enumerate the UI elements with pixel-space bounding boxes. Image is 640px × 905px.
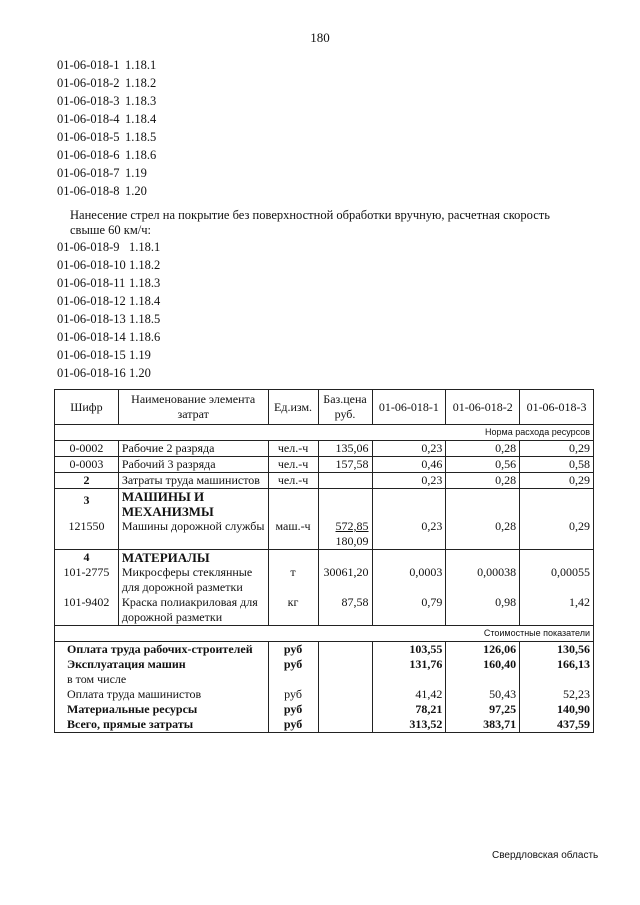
totals-row [55, 642, 594, 658]
code: 01-06-018-8 [57, 184, 120, 198]
code: 01-06-018-4 [57, 112, 120, 126]
cell-value-3 [520, 489, 594, 520]
code: 01-06-018-13 [57, 312, 126, 326]
total-value-3: 437,59 [520, 717, 594, 733]
total-value-1: 313,52 [372, 717, 446, 733]
code-ref: 1.18.3 [125, 94, 157, 108]
total-value-2: 126,06 [446, 642, 520, 658]
code-ref: 1.18.4 [125, 112, 157, 126]
cell-value-1 [372, 550, 446, 566]
cell-code: 3 [55, 489, 119, 520]
total-value-2: 97,25 [446, 702, 520, 717]
total-value-3: 166,13 [520, 657, 594, 672]
cell-code: 121550 [55, 519, 119, 550]
code-line [57, 292, 160, 310]
total-name: в том числе [55, 672, 269, 687]
cell-name: МАШИНЫ И МЕХАНИЗМЫ [118, 489, 268, 520]
cell-name: Машины дорожной службы [118, 519, 268, 550]
total-unit [268, 672, 318, 687]
cell-value-1 [372, 489, 446, 520]
code: 01-06-018-9 [57, 240, 120, 254]
code-ref: 1.18.2 [125, 76, 157, 90]
cell-value-3 [520, 550, 594, 566]
total-value-1: 131,76 [372, 657, 446, 672]
code-ref: 1.18.6 [129, 330, 161, 344]
header-name: Наименование элемента затрат [118, 390, 268, 425]
code: 01-06-018-6 [57, 148, 120, 162]
total-value-2 [446, 672, 520, 687]
cell-value-3: 0,00055 [520, 565, 594, 595]
cell-code: 101-9402 [55, 595, 119, 626]
cell-code: 0-0002 [55, 441, 119, 457]
total-name: Эксплуатация машин [55, 657, 269, 672]
table-row [55, 441, 594, 457]
cell-value-1: 0,23 [372, 519, 446, 550]
total-value-1: 78,21 [372, 702, 446, 717]
table-row [55, 565, 594, 595]
total-value-1: 41,42 [372, 687, 446, 702]
cell-value-2: 0,28 [446, 441, 520, 457]
table-row [55, 457, 594, 473]
page-number: 180 [310, 30, 330, 45]
cell-unit: т [268, 565, 318, 595]
total-name: Оплата труда машинистов [55, 687, 269, 702]
norm-section-label-row [55, 425, 594, 441]
section-row [55, 550, 594, 566]
cell-value-3: 0,29 [520, 441, 594, 457]
cell-value-2: 0,56 [446, 457, 520, 473]
code-line [57, 146, 156, 164]
total-unit: руб [268, 687, 318, 702]
cell-value-2 [446, 489, 520, 520]
code-line [57, 182, 156, 200]
code-ref: 1.18.1 [129, 240, 161, 254]
cell-price: 87,58 [318, 595, 372, 626]
total-value-3 [520, 672, 594, 687]
code-line [57, 56, 156, 74]
code: 01-06-018-15 [57, 348, 126, 362]
code-line [57, 128, 156, 146]
header-code: Шифр [55, 390, 119, 425]
code: 01-06-018-5 [57, 130, 120, 144]
cell-code: 2 [55, 473, 119, 489]
cell-value-2 [446, 550, 520, 566]
cell-price: 30061,20 [318, 565, 372, 595]
cell-name: Затраты труда машинистов [118, 473, 268, 489]
region-footer: Свердловская область [492, 850, 599, 861]
price-value-secondary: 180,09 [335, 534, 369, 548]
cell-value-3: 1,42 [520, 595, 594, 626]
code-line [57, 310, 160, 328]
total-price [318, 642, 372, 658]
cell-code: 101-2775 [55, 565, 119, 595]
cell-name: Краска полиакриловая для дорожной разметки [118, 595, 268, 626]
code: 01-06-018-1 [57, 58, 120, 72]
cost-section-label-row [55, 626, 594, 642]
header-col-2: 01-06-018-2 [446, 390, 520, 425]
code-ref: 1.18.5 [125, 130, 157, 144]
total-value-2: 160,40 [446, 657, 520, 672]
table-row [55, 519, 594, 550]
total-value-3: 130,56 [520, 642, 594, 658]
cell-unit: чел.-ч [268, 473, 318, 489]
code: 01-06-018-2 [57, 76, 120, 90]
section-row [55, 489, 594, 520]
total-price [318, 702, 372, 717]
cell-price [318, 519, 372, 550]
code-line [57, 110, 156, 128]
header-col-3: 01-06-018-3 [520, 390, 594, 425]
table-row [55, 473, 594, 489]
code-line [57, 364, 160, 382]
total-unit: руб [268, 717, 318, 733]
cell-price [318, 489, 372, 520]
total-value-1: 103,55 [372, 642, 446, 658]
cell-name: Рабочие 2 разряда [118, 441, 268, 457]
code-ref: 1.18.6 [125, 148, 157, 162]
total-price [318, 687, 372, 702]
cell-price: 135,06 [318, 441, 372, 457]
code: 01-06-018-7 [57, 166, 120, 180]
code-ref: 1.18.3 [129, 276, 161, 290]
total-value-3: 52,23 [520, 687, 594, 702]
total-value-2: 50,43 [446, 687, 520, 702]
totals-row [55, 657, 594, 672]
totals-row [55, 702, 594, 717]
code-ref: 1.18.4 [129, 294, 161, 308]
cell-value-3: 0,29 [520, 473, 594, 489]
code-ref: 1.18.2 [129, 258, 161, 272]
code: 01-06-018-11 [57, 276, 126, 290]
cell-unit: чел.-ч [268, 441, 318, 457]
code-line [57, 256, 160, 274]
total-name: Всего, прямые затраты [55, 717, 269, 733]
code-line [57, 274, 160, 292]
code-ref: 1.18.5 [129, 312, 161, 326]
header-price: Баз.цена руб. [318, 390, 372, 425]
cell-value-2: 0,28 [446, 519, 520, 550]
code-ref: 1.20 [125, 184, 147, 198]
total-value-2: 383,71 [446, 717, 520, 733]
code-ref: 1.19 [125, 166, 147, 180]
cell-unit: маш.-ч [268, 519, 318, 550]
cell-value-2: 0,98 [446, 595, 520, 626]
cell-value-1: 0,23 [372, 441, 446, 457]
code-line [57, 74, 156, 92]
price-value: 572,85 [335, 519, 369, 533]
cost-section-label: Стоимостные показатели [55, 626, 594, 642]
header-col-1: 01-06-018-1 [372, 390, 446, 425]
total-price [318, 717, 372, 733]
code: 01-06-018-12 [57, 294, 126, 308]
cell-value-2: 0,00038 [446, 565, 520, 595]
code-ref: 1.19 [129, 348, 151, 362]
total-unit: руб [268, 702, 318, 717]
code: 01-06-018-14 [57, 330, 126, 344]
cell-value-3: 0,29 [520, 519, 594, 550]
total-value-3: 140,90 [520, 702, 594, 717]
norm-section-label: Норма расхода ресурсов [55, 425, 594, 441]
cell-unit: кг [268, 595, 318, 626]
table-row [55, 595, 594, 626]
cell-unit [268, 550, 318, 566]
resource-table [54, 389, 594, 733]
total-name: Материальные ресурсы [55, 702, 269, 717]
code-line [57, 92, 156, 110]
code: 01-06-018-3 [57, 94, 120, 108]
cell-unit [268, 489, 318, 520]
code-line [57, 238, 160, 256]
code: 01-06-018-10 [57, 258, 126, 272]
header-unit: Ед.изм. [268, 390, 318, 425]
code-ref: 1.20 [129, 366, 151, 380]
code-line [57, 164, 156, 182]
totals-row [55, 717, 594, 733]
code-line [57, 346, 160, 364]
cell-value-2: 0,28 [446, 473, 520, 489]
totals-row [55, 672, 594, 687]
code-line [57, 328, 160, 346]
code-list-b [57, 238, 160, 382]
code: 01-06-018-16 [57, 366, 126, 380]
cell-price [318, 473, 372, 489]
cell-name: Микросферы стеклянные для дорожной разметки [118, 565, 268, 595]
total-name: Оплата труда рабочих-строителей [55, 642, 269, 658]
totals-row [55, 687, 594, 702]
section-description: Нанесение стрел на покрытие без поверхностной обработки вручную, расчетная скорость свыше 60 км/ч: [70, 208, 550, 237]
code-list-a [57, 56, 156, 200]
cell-value-1: 0,23 [372, 473, 446, 489]
cell-value-1: 0,46 [372, 457, 446, 473]
total-price [318, 672, 372, 687]
cell-price [318, 550, 372, 566]
cell-name: МАТЕРИАЛЫ [118, 550, 268, 566]
cell-value-1: 0,0003 [372, 565, 446, 595]
total-value-1 [372, 672, 446, 687]
cell-value-1: 0,79 [372, 595, 446, 626]
cell-name: Рабочий 3 разряда [118, 457, 268, 473]
total-unit: руб [268, 642, 318, 658]
table-header-row [55, 390, 594, 425]
cell-code: 0-0003 [55, 457, 119, 473]
code-ref: 1.18.1 [125, 58, 157, 72]
total-unit: руб [268, 657, 318, 672]
cell-code: 4 [55, 550, 119, 566]
cell-value-3: 0,58 [520, 457, 594, 473]
total-price [318, 657, 372, 672]
cell-unit: чел.-ч [268, 457, 318, 473]
cell-price: 157,58 [318, 457, 372, 473]
